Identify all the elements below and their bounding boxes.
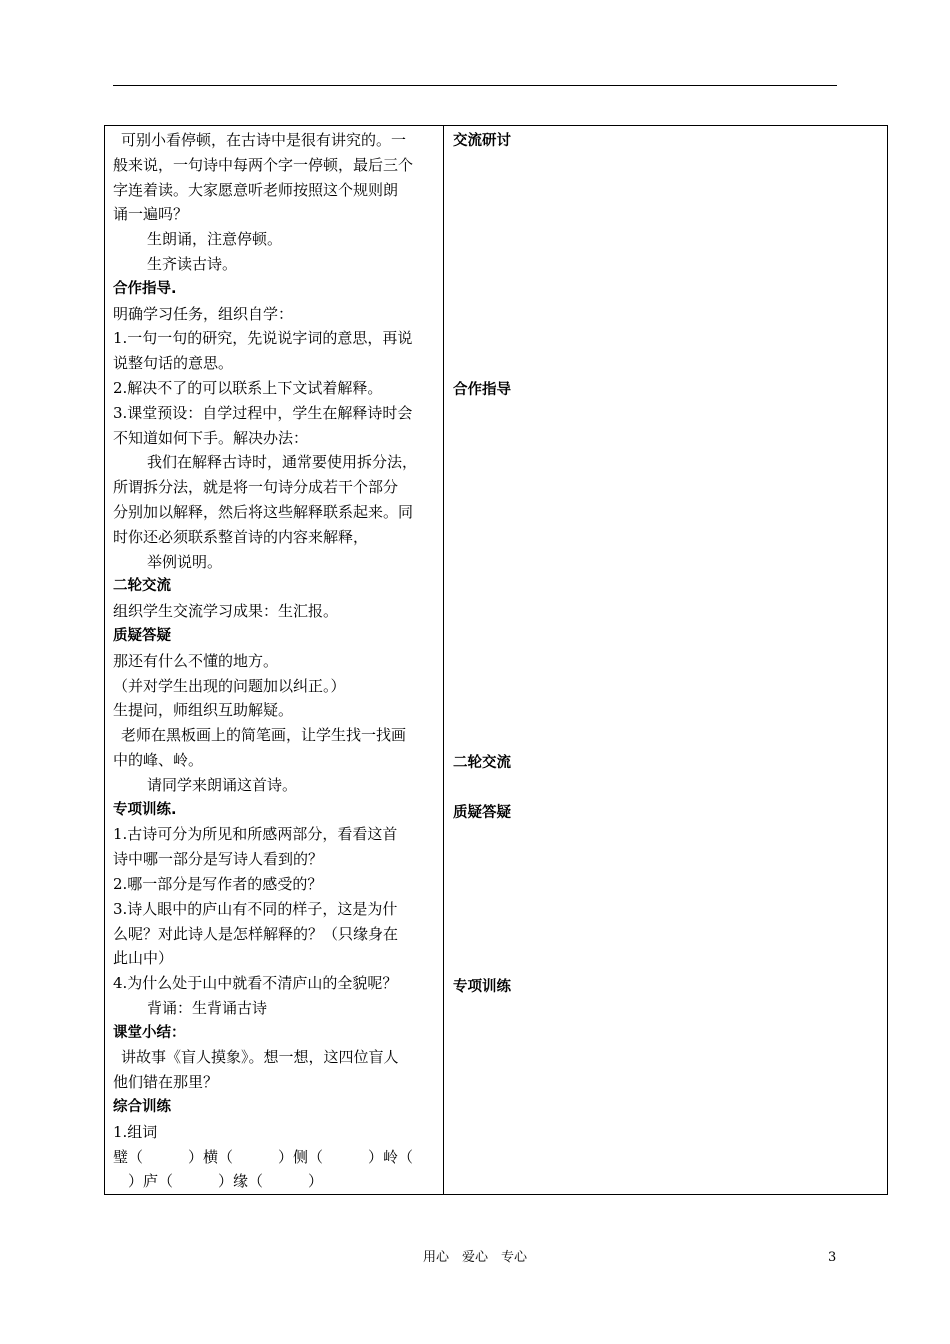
activity-label: 二轮交流 [453,755,511,771]
activity-label: 专项训练 [453,979,511,995]
text-line: 我们在解释古诗时，通常要使用拆分法， [147,453,418,472]
page-number: 3 [828,1250,837,1265]
text-line: 所谓拆分法，就是将一句诗分成若干个部分 [113,478,399,497]
text-line: 分别加以解释，然后将这些解释联系起来。同 [113,502,414,521]
text-line: 中的峰、岭。 [113,750,204,769]
text-line: 可别小看停顿，在古诗中是很有讲究的。一 [121,131,407,149]
text-line: 不知道如何下手。解决办法： [113,428,309,447]
text-line: 2.哪一部分是写作者的感受的？ [113,874,323,893]
section-heading: 二轮交流 [113,578,171,595]
section-heading: 专项训练. [113,801,177,818]
column-divider [443,126,444,1194]
text-line: 组织学生交流学习成果：生汇报。 [113,602,339,621]
text-line: 璧（ ）横（ ）侧（ ）岭（ [113,1147,414,1166]
teaching-process-column [113,128,437,1194]
text-line: 请同学来朗诵这首诗。 [147,775,298,794]
text-line: 生齐读古诗。 [147,254,238,273]
text-line: 诗中哪一部分是写诗人看到的？ [113,850,324,869]
section-heading: 质疑答疑 [113,627,171,644]
text-line: 此山中） [113,949,174,968]
text-line: 诵一遍吗？ [113,205,189,224]
text-line: （并对学生出现的问题加以纠正。） [113,676,346,695]
text-line: 般来说，一句诗中每两个字一停顿，最后三个 [113,155,414,174]
text-line: 1.一句一句的研究，先说说字词的意思，再说 [113,329,413,348]
text-line: 3.诗人眼中的庐山有不同的样子，这是为什 [113,899,398,918]
section-heading: 综合训练 [113,1099,171,1116]
text-line: 讲故事《盲人摸象》。想一想，这四位盲人 [121,1048,399,1067]
text-line: 老师在黑板画上的简笔画，让学生找一找画 [121,726,407,745]
text-line: 4.为什么处于山中就看不清庐山的全貌呢？ [113,974,398,993]
section-heading: 合作指导. [113,280,177,297]
text-line: 2.解决不了的可以联系上下文试着解释。 [113,378,383,397]
activity-label: 质疑答疑 [453,805,511,821]
activity-label: 交流研讨 [453,133,511,149]
activity-label: 合作指导 [453,382,511,398]
text-line: 生朗诵，注意停顿。 [147,230,283,249]
text-line: 3.课堂预设：自学过程中，学生在解释诗时会 [113,403,413,422]
text-line: 1.古诗可分为所见和所感两部分，看看这首 [113,825,398,844]
section-heading: 课堂小结： [113,1024,186,1041]
text-line: ）庐（ ）缘（ ） [113,1172,324,1191]
text-line: 字连着读。大家愿意听老师按照这个规则朗 [113,180,399,199]
text-line: 么呢？对此诗人是怎样解释的？（只缘身在 [113,924,399,943]
header-rule [113,85,837,86]
text-line: 说整句话的意思。 [113,354,234,373]
text-line: 举例说明。 [147,552,223,571]
text-line: 那还有什么不懂的地方。 [113,651,279,670]
text-line: 背诵：生背诵古诗 [147,998,268,1017]
text-line: 他们错在那里？ [113,1073,219,1092]
text-line: 生提问，师组织互助解疑。 [113,701,294,720]
text-line: 明确学习任务，组织自学： [113,304,294,323]
lesson-table [104,125,888,1195]
text-line: 时你还必须联系整首诗的内容来解释， [113,527,369,546]
text-line: 1.组词 [113,1122,158,1141]
footer-motto: 用心 爱心 专心 [422,1250,527,1265]
